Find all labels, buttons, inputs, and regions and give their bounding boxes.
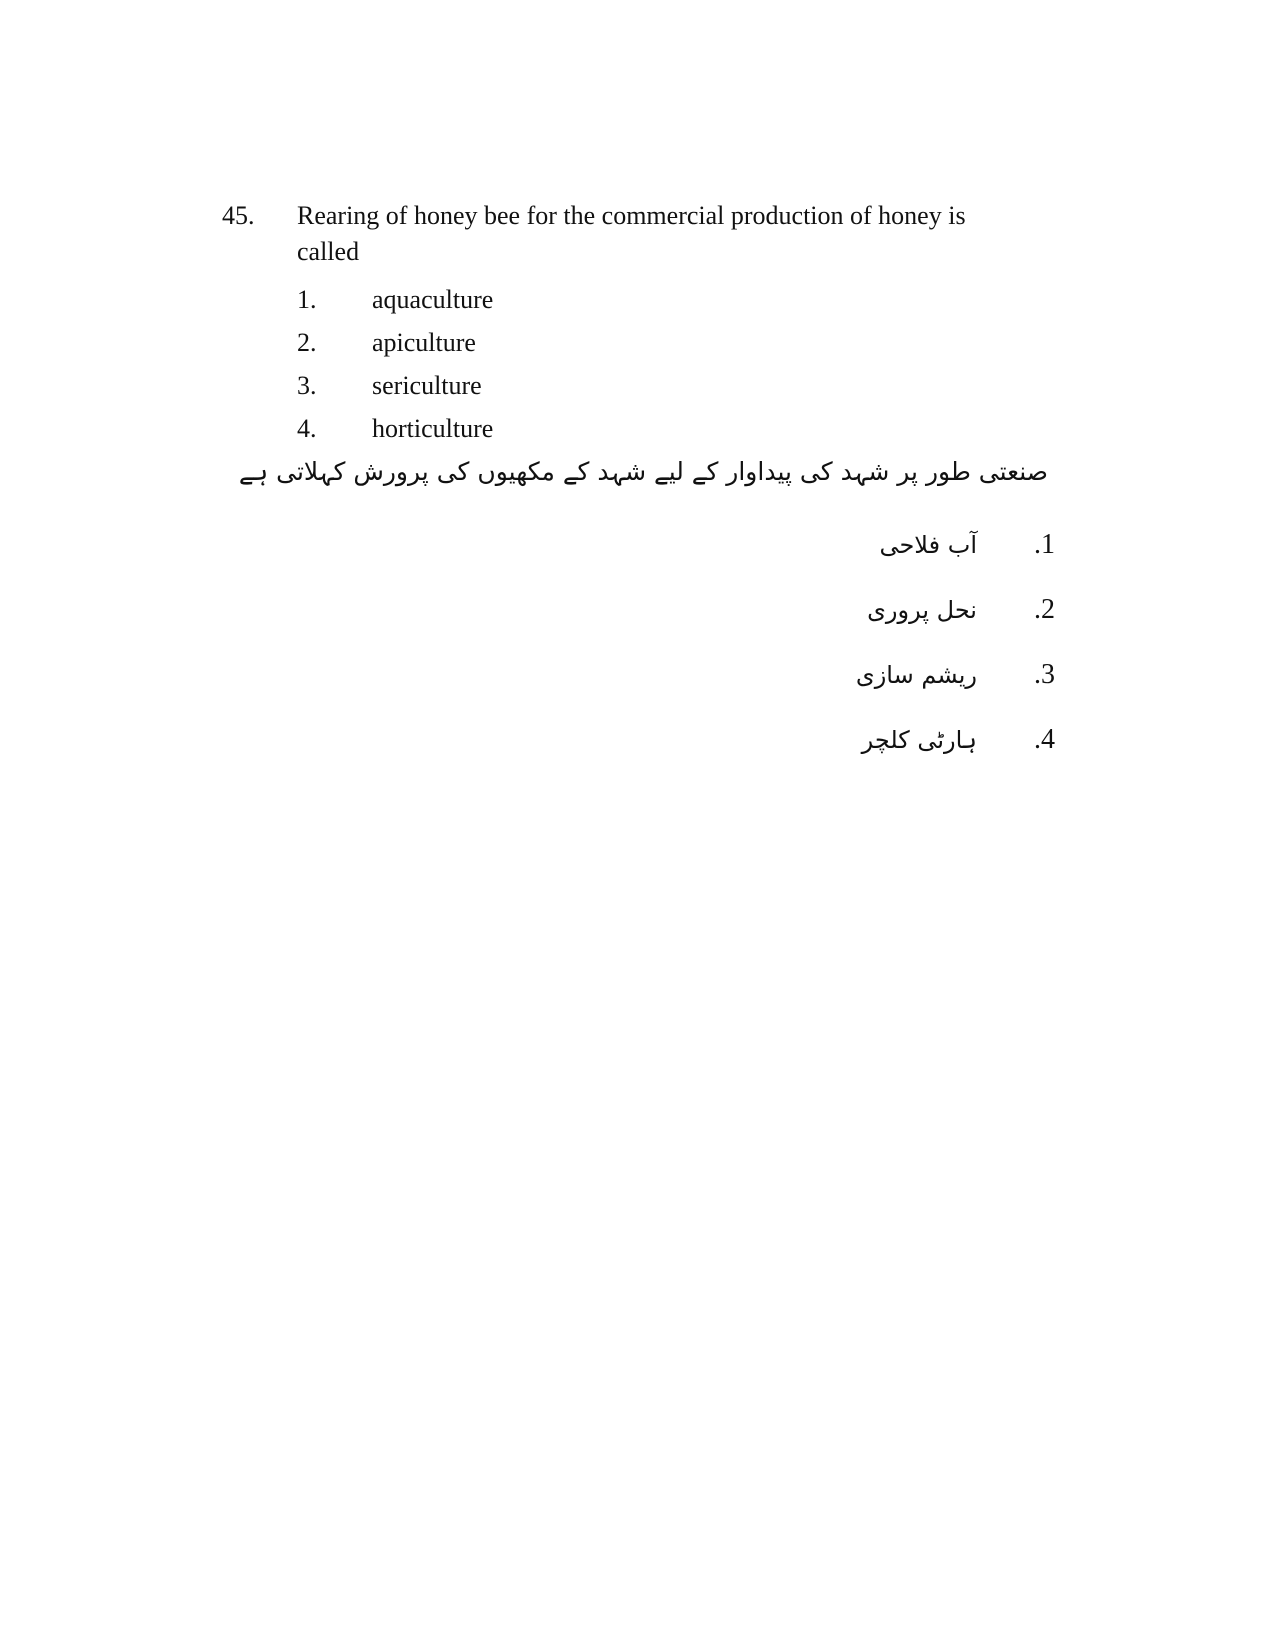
option-text: apiculture [372,328,476,357]
option-number: 1. [297,285,317,314]
urdu-option-number: .4 [1034,724,1055,755]
urdu-option-text: ہارٹی کلچر [861,726,977,754]
urdu-option-3 [780,655,1055,720]
urdu-option-number: .1 [1034,529,1055,560]
option-2 [297,325,697,368]
urdu-option-4 [780,720,1055,785]
option-number: 2. [297,328,317,357]
option-3 [297,368,697,411]
urdu-question-text: صنعتی طور پر شہد کی پیداوار کے لیے شہد کے مکھیوں کی پرورش کہلاتی ہے [238,457,1048,486]
urdu-option-text: آب فلاحی [879,531,977,559]
option-number: 3. [297,371,317,400]
option-text: horticulture [372,414,494,443]
urdu-option-2 [780,590,1055,655]
option-text: sericulture [372,371,482,400]
urdu-option-text: ریشم سازی [855,661,977,689]
option-text: aquaculture [372,285,494,314]
urdu-option-number: .2 [1034,594,1055,625]
option-4 [297,411,697,454]
option-number: 4. [297,414,317,443]
question-text: Rearing of honey bee for the commercial production of honey is called [297,201,966,266]
urdu-options [780,525,1055,785]
urdu-option-number: .3 [1034,659,1055,690]
option-1 [297,282,697,325]
english-options [297,282,697,454]
urdu-option-text: نحل پروری [867,596,977,624]
urdu-option-1 [780,525,1055,590]
question-number: 45. [222,201,255,230]
